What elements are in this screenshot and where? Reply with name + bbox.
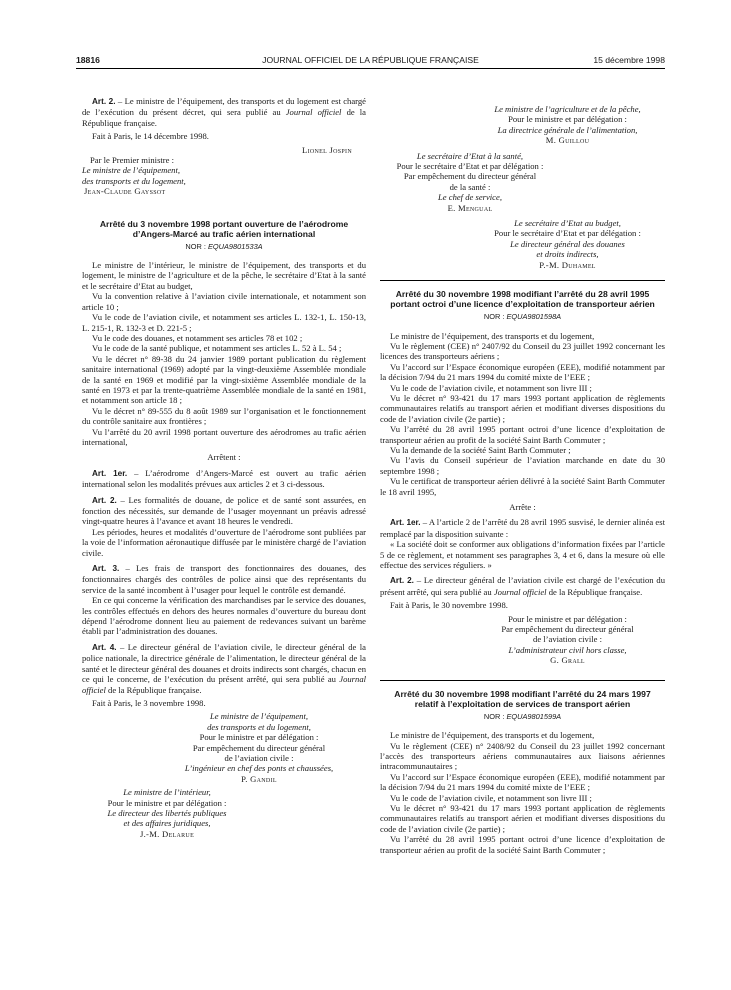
signatory-name: Jean-Claude Gayssot [84,186,166,197]
issue-date: 15 décembre 1998 [593,55,665,65]
section-separator [380,280,665,281]
signature-line: des transports et du logement, [82,175,186,186]
quoted-provision: « La société doit se conformer aux obligations d’information fixées par l’article 5 de ce règlement, et notamment ses paragraphes 3, 4 et 6, dans la mesure où elle effectue des services réguliers. » [380,539,665,571]
article-paragraph: Art. 4. – Le directeur général de l’aviation civile, le directeur général de la police nationale, la directrice générale de l’alimentation, le directeur général de la santé et le directeur général des douanes et droits indirects sont chargés, chacun en ce qui le concerne, de l’exécution du présent arrêté, qui sera publié au Journal officiel de la République française. [82,641,366,695]
arrete-line: Arrête : [509,502,536,512]
signature-line: Le ministre de l’équipement, [82,165,181,176]
signature-line: Par le Premier ministre : [90,155,175,166]
visa-paragraph: Vu le règlement (CEE) n° 2407/92 du Conseil du 23 juillet 1992 concernant les licences des transporteurs aériens ; [380,340,665,362]
signature-block: Le ministre de l’équipement, des transports et du logement, Pour le ministre et par délégation : Par empêchement du directeur général de l’aviation civile : L’ingénieur en chef des ponts et chaussées, P. Gandil [184,711,334,784]
visa-paragraph: Vu le décret n° 89-38 du 24 janvier 1989 portant publication du règlement sanitaire international (1969) adopté par la vingt-deuxième Assemblée mondiale de la santé en 1969 et modifié par la vingt-sixième Assemblée mondiale de la santé en 1973 et par la trente-quatrième Assemblée mondiale de la santé en 1981, et notamment son article 18 ; [82,353,366,406]
decree-title: Arrêté du 3 novembre 1998 portant ouverture de l’aérodrome d’Angers-Marcé au trafic aérien international [99,218,349,239]
visa-paragraph: Vu l’arrêté du 28 avril 1995 portant octroi d’une licence d’exploitation de transporteur aérien au profit de la société Saint Barth Commuter ; [380,424,665,445]
signature-block: Pour le ministre et par délégation : Par empêchement du directeur général de l’aviation civile : L’administrateur civil hors classe, G. Grall [501,613,634,666]
article-paragraph: Les périodes, heures et modalités d’ouverture de l’aérodrome sont publiées par la voie de l’information aéronautique diffusée par le ministère chargé de l’aviation civile. [82,526,366,558]
article-paragraph: Art. 1er. – A l’article 2 de l’arrêté du 28 avril 1995 susvisé, le dernier alinéa est remplacé par la disposition suivante : [380,517,665,539]
visa-paragraph: Vu le décret n° 93-421 du 17 mars 1993 portant application de règlements communautaires relatifs au transport aérien et modifiant diverses dispositions du code de l’aviation civile (2e partie) ; [380,392,665,424]
article-paragraph: En ce qui concerne la vérification des marchandises par le service des douanes, les contrôles effectués en dehors des heures normales d’ouverture du bureau dont dépend l’aérodrome donnent lieu au paiement de redevances suivant un barème établi par l’administration des douanes. [82,595,366,637]
signatory-name: Lionel Jospin [302,144,352,155]
fait-line: Fait à Paris, le 30 novembre 1998. [390,600,508,611]
visa-paragraph: Vu le certificat de transporteur aérien délivré à la société Saint Barth Commuter le 18 avril 1995, [380,476,665,497]
page-header [76,55,665,69]
visa-list [380,730,665,855]
visa-paragraph: Vu l’arrêté du 20 avril 1998 portant ouverture des aérodromes au trafic aérien international, [82,426,366,447]
signature-block: Le ministre de l’agriculture et de la pêche, Pour le ministre et par délégation : La directrice générale de l’alimentation, M. Guillou [494,104,641,146]
signature-block: Le ministre de l’intérieur, Pour le ministre et par délégation : Le directeur des libertés publiques et des affaires juridiques, J.-M. Delarue [107,787,227,839]
article-paragraph: Art. 2. – Le ministre de l’équipement, des transports et du logement est chargé de l’exécution du présent décret, qui sera publié au Journal officiel de la République française. [82,96,366,128]
fait-line: Fait à Paris, le 3 novembre 1998. [92,697,206,708]
visa-paragraph: Le ministre de l’équipement, des transports et du logement, [390,730,595,741]
journal-title: JOURNAL OFFICIEL DE LA RÉPUBLIQUE FRANÇAISE [262,55,479,65]
article-paragraph: Art. 1er. – L’aérodrome d’Angers-Marcé est ouvert au trafic aérien international selon les modalités prévues aux articles 2 et 3 ci-dessous. [82,467,366,490]
signature-block: Le secrétaire d’Etat au budget, Pour le secrétaire d’Etat et par délégation : Le directeur général des douanes et droits indirects, P.-M. Duhamel [494,218,641,270]
arretent-line: Arrêtent : [207,452,241,463]
visa-paragraph: Vu le code de l’aviation civile, et notamment ses articles L. 132-1, L. 150-13, L. 215-1, R. 132-3 et D. 221-5 ; [82,312,366,333]
visa-paragraph: Vu le décret n° 93-421 du 17 mars 1993 portant application de règlements communautaires relatifs au transport aérien et modifiant diverses dispositions du code de l’aviation civile (2e partie) ; [380,802,665,834]
right-column [380,104,665,855]
nor-reference: NOR : EQUA9801533A [185,241,263,251]
signature-block: Le secrétaire d’Etat à la santé, Pour le secrétaire d’Etat et par délégation : Par empêchement du directeur général de la santé : Le chef de service, E. Mengual [396,150,544,213]
section-separator [380,680,665,681]
visa-paragraph: Vu l’accord sur l’Espace économique européen (EEE), modifié notamment par la décision 7/94 du 21 mars 1994 du comité mixte de l’EEE ; [380,361,665,383]
visa-paragraph: Le ministre de l’équipement, des transports et du logement, [390,330,595,341]
visa-paragraph: Vu l’avis du Conseil supérieur de l’aviation marchande en date du 30 septembre 1998 ; [380,455,665,476]
visa-paragraph: Vu la convention relative à l’aviation civile internationale, et notamment son article 10 ; [82,291,366,312]
article-paragraph: Art. 2. – Les formalités de douane, de police et de santé sont assurées, en fonction des nécessités, sur demande de l’usager moyennant un préavis adressé vingt-quatre heures à l’avance et avant 18 heures le vendredi. [82,494,366,527]
nor-reference: NOR : EQUA9801598A [483,312,562,322]
visa-list [82,260,366,447]
visa-paragraph: Vu le code des douanes, et notamment ses articles 78 et 102 ; [92,332,303,343]
decree-title: Arrêté du 30 novembre 1998 modifiant l’arrêté du 28 avril 1995 portant octroi d’une licence d’exploitation de transporteur aérien [390,289,655,310]
fait-line: Fait à Paris, le 14 décembre 1998. [92,131,209,142]
visa-paragraph: Le ministre de l’intérieur, le ministre de l’équipement, des transports et du logement, le ministre de l’agriculture et de la pêche, le secrétaire d’Etat à la santé et le secrétaire d’Etat au budget, [82,260,366,291]
article-paragraph: Art. 3. – Les frais de transport des fonctionnaires des douanes, des fonctionnaires chargés des contrôles de police ainsi que des représentants du service de la santé incombent à l’usager pour lequel le contrôle est demandé. [82,563,366,595]
visa-paragraph: Vu le code de l’aviation civile, et notamment son livre III ; [390,792,592,803]
visa-paragraph: Vu le code de la santé publique, et notamment ses articles L. 52 à L. 54 ; [92,343,342,354]
decree-title: Arrêté du 30 novembre 1998 modifiant l’arrêté du 24 mars 1997 relatif à l’exploitation de services de transport aérien [394,688,651,709]
visa-paragraph: Vu le décret n° 89-555 du 8 août 1989 sur l’organisation et le fonctionnement du contrôle sanitaire aux frontières ; [82,405,366,427]
article-paragraph: Art. 2. – Le directeur général de l’aviation civile est chargé de l’exécution du présent arrêté, qui sera publié au Journal officiel de la République française. [380,575,665,597]
nor-reference: NOR : EQUA9801599A [483,711,562,721]
visa-paragraph: Vu la demande de la société Saint Barth Commuter ; [390,444,571,455]
visa-list [380,331,665,498]
visa-paragraph: Vu l’accord sur l’Espace économique européen (EEE), modifié notamment par la décision 7/94 du 21 mars 1994 du comité mixte de l’EEE ; [380,771,665,793]
visa-paragraph: Vu le code de l’aviation civile, et notamment son livre III ; [390,382,592,393]
visa-paragraph: Vu le règlement (CEE) n° 2408/92 du Conseil du 23 juillet 1992 concernant l’accès des transporteurs aériens communautaires aux liaisons aériennes intracommunautaires ; [380,740,665,772]
left-column [82,96,366,839]
visa-paragraph: Vu l’arrêté du 28 avril 1995 portant octroi d’une licence d’exploitation de transporteur aérien au profit de la société Saint Barth Commuter ; [380,834,665,855]
page-number: 18816 [76,55,100,65]
header-rule [76,68,665,69]
